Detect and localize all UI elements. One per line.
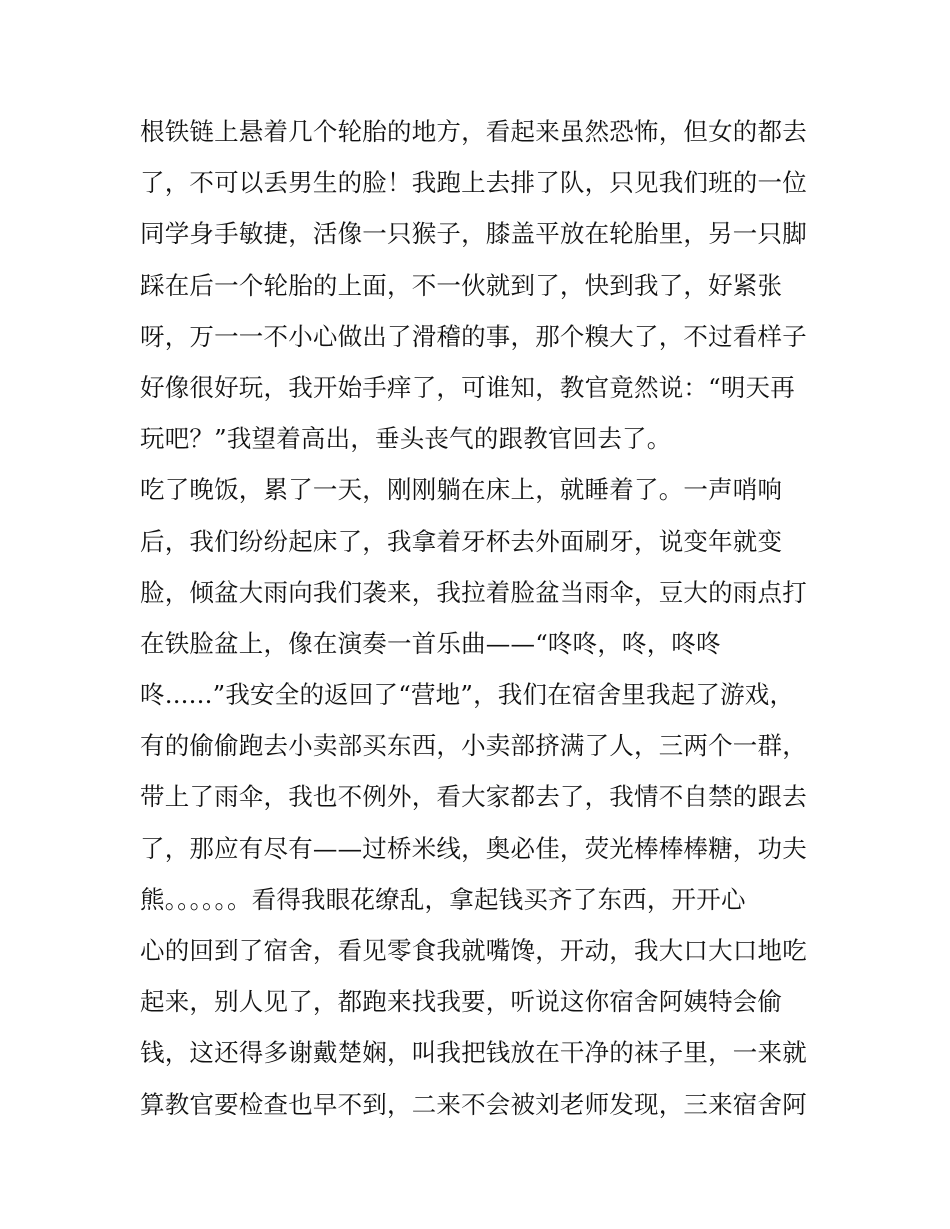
text-line: 熊。。。。。。看得我眼花缭乱，拿起钱买齐了东西，开开心 <box>140 884 746 914</box>
text-line: 脸，倾盆大雨向我们袭来，我拉着脸盆当雨伞，豆大的雨点打 <box>140 577 807 607</box>
text-line: 根铁链上悬着几个轮胎的地方，看起来虽然恐怖，但女的都去 <box>140 117 807 146</box>
text-line: 钱，这还得多谢戴楚娴，叫我把钱放在干净的袜子里，一来就 <box>140 1038 807 1068</box>
text-line: 同学身手敏捷，活像一只猴子，膝盖平放在轮胎里，另一只脚 <box>140 219 807 249</box>
text-line: 心的回到了宿舍，看见零食我就嘴馋，开动，我大口大口地吃 <box>140 936 807 965</box>
text-line: 玩吧？”我望着高出，垂头丧气的跟教官回去了。 <box>140 424 672 454</box>
text-line: 有的偷偷跑去小卖部买东西，小卖部挤满了人，三两个一群， <box>140 731 807 761</box>
text-line: 了，那应有尽有——过桥米线，奥必佳，荧光棒棒棒糖，功夫 <box>140 833 807 863</box>
text-line: 后，我们纷纷起床了，我拿着牙杯去外面刷牙，说变年就变 <box>140 526 783 556</box>
text-line: 带上了雨伞，我也不例外，看大家都去了，我情不自禁的跟去 <box>140 782 807 812</box>
text-line: 算教官要检查也早不到，二来不会被刘老师发现，三来宿舍阿 <box>140 1089 807 1119</box>
text-line: 呀，万一一不小心做出了滑稽的事，那个糗大了，不过看样子 <box>140 321 807 351</box>
text-line: 吃了晚饭，累了一天，刚刚躺在床上，就睡着了。一声哨响 <box>140 475 783 505</box>
text-line: 在铁脸盆上，像在演奏一首乐曲——“咚咚，咚，咚咚 <box>140 628 721 658</box>
text-line: 了，不可以丢男生的脸！我跑上去排了队，只见我们班的一位 <box>140 168 807 198</box>
text-line: 踩在后一个轮胎的上面，不一伙就到了，快到我了，好紧张 <box>140 270 783 300</box>
text-line: 咚......”我安全的返回了“营地”，我们在宿舍里我起了游戏， <box>140 680 795 710</box>
text-line: 好像很好玩，我开始手痒了，可谁知，教官竟然说：“明天再 <box>140 372 795 402</box>
body-text <box>140 106 830 1130</box>
text-line: 起来，别人见了，都跑来找我要，听说这你宿舍阿姨特会偷 <box>140 987 783 1017</box>
